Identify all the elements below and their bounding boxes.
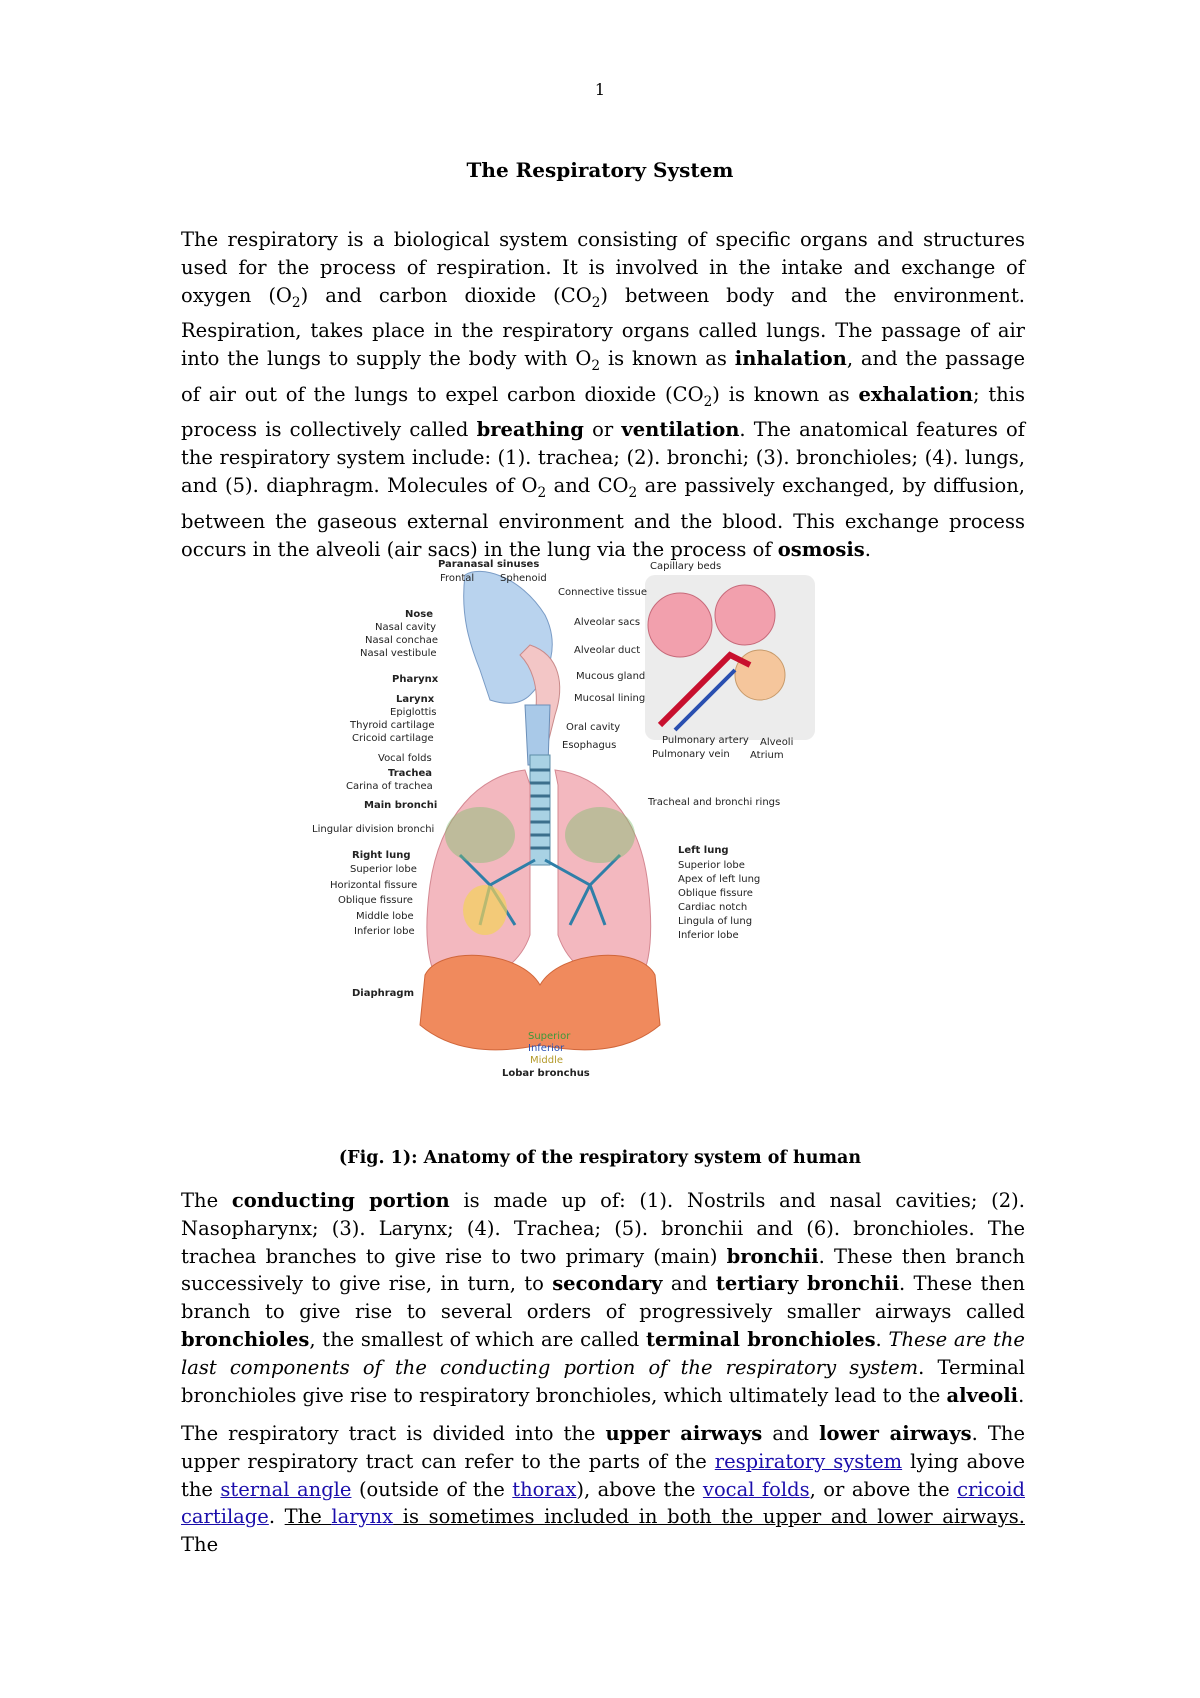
upper-lobe-highlight-r: [445, 807, 515, 863]
term-alveoli: alveoli: [946, 1383, 1019, 1407]
alveolar-sac: [648, 593, 712, 657]
text: . The anatomical features of the respiratory system include: (1). trachea; (2). bronchi; (3). bronchioles; (4). lungs, and (5). diaphragm. Molecules of O: [181, 418, 1025, 498]
subscript: 2: [591, 294, 601, 311]
left-lung-shape: [555, 770, 651, 985]
label-r-oblique: Oblique fissure: [338, 895, 413, 906]
text: or: [583, 418, 622, 442]
underlined-text: is sometimes included in both the upper and lower airways.: [393, 1505, 1025, 1529]
middle-lobe-highlight: [463, 885, 507, 935]
label-l-cardiac: Cardiac notch: [678, 902, 748, 913]
airways-paragraph: [181, 1420, 1025, 1559]
label-frontal: Frontal: [440, 573, 475, 584]
label-mucous: Mucous gland: [576, 671, 646, 682]
figure-caption: (Fig. 1): Anatomy of the respiratory system of human: [338, 1148, 862, 1168]
text: The: [181, 1533, 219, 1557]
link-thorax[interactable]: thorax: [512, 1477, 577, 1501]
alveolar-sac: [715, 585, 775, 645]
label-r-horizontal: Horizontal fissure: [330, 880, 418, 891]
text: .: [268, 1505, 285, 1529]
text: and: [662, 1272, 716, 1296]
text: .: [864, 537, 871, 561]
label-tracheal-rings: Tracheal and bronchi rings: [648, 797, 781, 808]
label-lobar: Lobar bronchus: [502, 1068, 590, 1079]
label-l-inferior: Inferior lobe: [678, 930, 739, 941]
label-r-inferior: Inferior lobe: [354, 926, 415, 937]
subscript: 2: [537, 484, 547, 501]
term-ventilation: ventilation: [621, 418, 740, 442]
label-l-oblique: Oblique fissure: [678, 888, 753, 899]
text: .: [1018, 1383, 1025, 1407]
link-sternal-angle[interactable]: sternal angle: [220, 1477, 352, 1501]
label-left-lung: Left lung: [678, 845, 729, 856]
label-atrium: Atrium: [750, 750, 784, 761]
label-pulm-vein: Pulmonary vein: [652, 749, 730, 760]
respiratory-anatomy-figure: [312, 555, 890, 1115]
term-inhalation: inhalation: [734, 347, 847, 371]
term-upper-airways: upper airways: [605, 1422, 763, 1445]
label-trachea: Trachea: [388, 768, 432, 779]
label-alveolar-sacs: Alveolar sacs: [574, 617, 641, 628]
link-larynx[interactable]: larynx: [331, 1505, 394, 1529]
label-sphenoid: Sphenoid: [500, 573, 547, 584]
link-respiratory-system[interactable]: respiratory system: [714, 1449, 903, 1473]
text: lying above the: [181, 1449, 1025, 1501]
label-nasal-conchae: Nasal conchae: [365, 635, 438, 646]
label-oral: Oral cavity: [566, 722, 621, 733]
upper-lobe-highlight-l: [565, 807, 635, 863]
term-conducting-portion: conducting portion: [231, 1189, 450, 1212]
label-alveoli: Alveoli: [760, 737, 794, 748]
text: The respiratory tract is divided into the: [181, 1422, 606, 1445]
alveolar-sac: [735, 650, 785, 700]
label-r-middle: Middle lobe: [356, 911, 414, 922]
page-title: The Respiratory System: [466, 158, 734, 182]
text: The: [181, 1189, 232, 1212]
right-lung-shape: [427, 770, 530, 985]
term-exhalation: exhalation: [858, 382, 973, 406]
label-pulm-artery: Pulmonary artery: [662, 735, 749, 746]
text: ) is known as: [712, 382, 859, 406]
underlined-text: The: [284, 1505, 332, 1529]
text: . The upper respiratory tract can refer to the parts of the: [181, 1422, 1025, 1473]
label-l-apex: Apex of left lung: [678, 874, 761, 885]
label-cricoid: Cricoid cartilage: [352, 733, 434, 744]
label-esophagus: Esophagus: [562, 740, 617, 751]
term-bronchii: bronchii: [726, 1244, 819, 1268]
label-lingular: Lingular division bronchi: [312, 824, 435, 835]
label-vocal: Vocal folds: [378, 753, 432, 764]
text: .: [875, 1327, 889, 1351]
text: are passively exchanged, by diffusion, between the gaseous external environment and the blood. This exchange process occurs in the alveoli (air sacs) in the lung via the process of: [181, 474, 1025, 561]
text: (outside of the: [351, 1477, 513, 1501]
text: , the smallest of which are called: [309, 1327, 646, 1351]
label-carina: Carina of trachea: [346, 781, 433, 792]
subscript: 2: [628, 484, 638, 501]
subscript: 2: [591, 357, 601, 374]
link-vocal-folds[interactable]: vocal folds: [702, 1477, 810, 1501]
label-epiglottis: Epiglottis: [390, 707, 437, 718]
text: ; this process is collectively called: [181, 382, 1025, 442]
term-lower-airways: lower airways: [819, 1422, 972, 1445]
text: and CO: [546, 474, 629, 498]
label-capillary: Capillary beds: [650, 561, 722, 572]
subscript: 2: [703, 393, 713, 410]
label-larynx: Larynx: [396, 694, 435, 705]
term-bronchioles: bronchioles: [181, 1327, 310, 1351]
label-alveolar-duct: Alveolar duct: [574, 645, 641, 656]
label-nose: Nose: [405, 609, 433, 620]
label-connective: Connective tissue: [558, 587, 647, 598]
text: and: [762, 1422, 820, 1445]
text: . These then branch to give rise to several orders of progressively smaller airways called: [181, 1272, 1025, 1324]
conducting-portion-paragraph: [181, 1187, 1025, 1409]
text: ), above the: [576, 1477, 703, 1501]
label-r-superior: Superior lobe: [350, 864, 417, 875]
text: is made up of: (1). Nostrils and nasal cavities; (2). Nasopharynx; (3). Larynx; (4). Trachea; (5). bronchii and (6). bronchioles. The trachea branches to give rise to two primary (main): [181, 1189, 1025, 1268]
text: , or above the: [809, 1477, 958, 1501]
text: ) and carbon dioxide (CO: [300, 283, 592, 307]
subscript: 2: [291, 294, 301, 311]
label-l-superior: Superior lobe: [678, 860, 745, 871]
label-lob-superior: Superior: [528, 1031, 571, 1042]
term-terminal-bronchioles: terminal bronchioles: [645, 1327, 876, 1351]
label-diaphragm: Diaphragm: [352, 988, 415, 999]
term-osmosis: osmosis: [777, 537, 865, 561]
label-nasal-vestibule: Nasal vestibule: [360, 648, 437, 659]
tracheal-rings: [530, 770, 550, 848]
label-mucosal: Mucosal lining: [574, 693, 646, 704]
label-right-lung: Right lung: [352, 850, 411, 861]
italic-note: These are the last components of the conducting portion of the respiratory system: [181, 1327, 1025, 1379]
page-number: 1: [594, 80, 606, 99]
intro-paragraph: [181, 226, 1025, 563]
text: ) between body and the environment. Respiration, takes place in the respiratory organs called lungs. The passage of air into the lungs to supply the body with O: [181, 283, 1025, 371]
term-breathing: breathing: [476, 418, 584, 442]
label-nasal-cavity: Nasal cavity: [375, 622, 437, 633]
text: . Terminal bronchioles give rise to respiratory bronchioles, which ultimately lead to the: [181, 1355, 1025, 1407]
link-cricoid-cartilage[interactable]: cricoid cartilage: [181, 1477, 1025, 1529]
text: The respiratory is a biological system consisting of specific organs and structures used for the process of respiration. It is involved in the intake and exchange of oxygen (O: [181, 228, 1025, 307]
label-main-bronchi: Main bronchi: [364, 800, 438, 811]
text: is known as: [600, 347, 735, 371]
label-lob-middle: Middle: [530, 1055, 564, 1066]
label-thyroid: Thyroid cartilage: [350, 720, 435, 731]
term-tertiary-bronchii: tertiary bronchii: [715, 1272, 900, 1296]
text: . These then branch successively to give rise, in turn, to: [181, 1244, 1025, 1296]
label-pharynx: Pharynx: [392, 674, 439, 685]
label-l-lingula: Lingula of lung: [678, 916, 753, 927]
text: , and the passage of air out of the lungs to expel carbon dioxide (CO: [181, 347, 1025, 406]
term-secondary: secondary: [552, 1272, 663, 1296]
label-paranasal: Paranasal sinuses: [438, 559, 540, 570]
label-lob-inferior: Inferior: [528, 1043, 565, 1054]
